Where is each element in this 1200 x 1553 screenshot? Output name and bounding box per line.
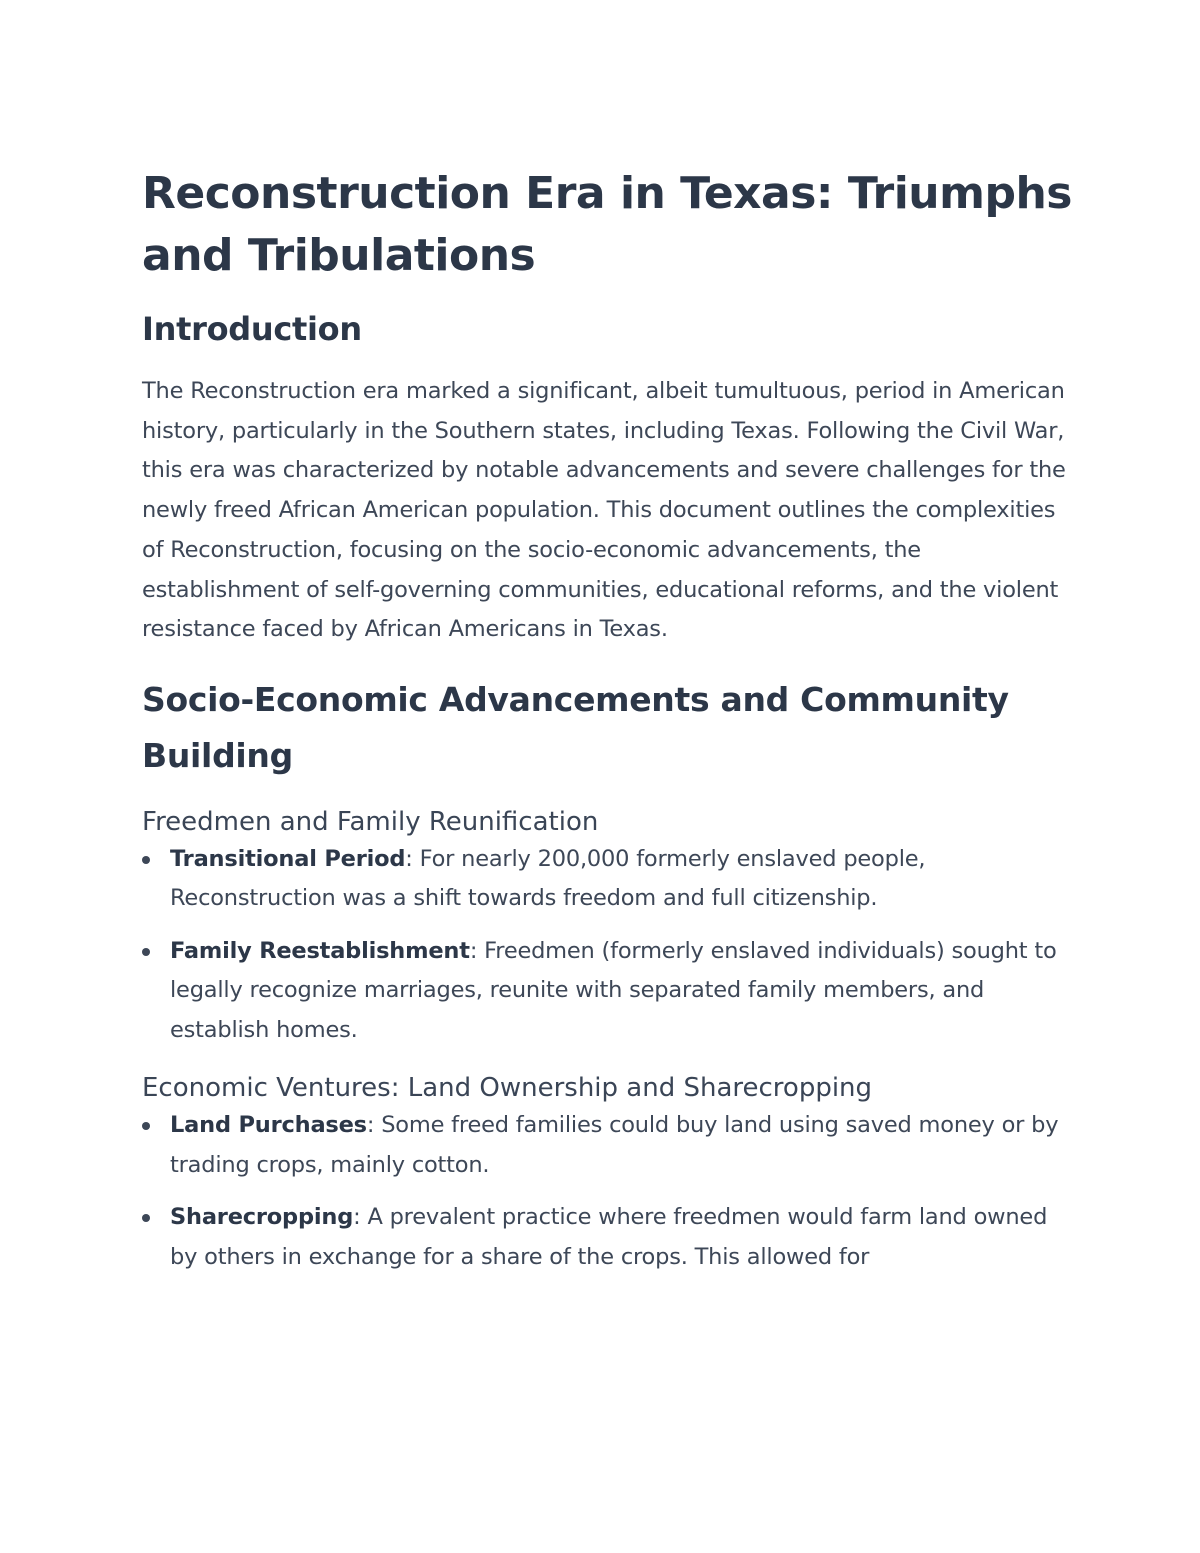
list-item-term: Transitional Period <box>170 845 406 872</box>
bullet-dot-icon <box>142 1122 150 1130</box>
bullet-dot-icon <box>142 1214 150 1222</box>
list-item-text: For nearly 200,000 formerly enslaved people, Reconstruction was a shift towards freedom and full citizenship. <box>170 845 926 912</box>
list-item <box>142 1198 1072 1277</box>
list-item <box>142 932 1072 1051</box>
list-item-term: Land Purchases <box>170 1112 367 1139</box>
document-page <box>142 163 1072 1277</box>
list-item-separator: : <box>469 937 485 964</box>
economic-ventures-list <box>142 1106 1072 1277</box>
list-item-term: Family Reestablishment <box>170 937 470 964</box>
socio-economic-heading: Socio-Economic Advancements and Community Building <box>142 679 1009 775</box>
freedmen-family-heading: Freedmen and Family Reunification <box>142 806 599 837</box>
list-item <box>142 1106 1072 1185</box>
introduction-paragraph: The Reconstruction era marked a significant, albeit tumultuous, period in American history, particularly in the Southern states, including Texas. Following the Civil War, this era was characterized by notable advancements and severe challenges for the newly freed African American population. This document outlines the complexities of Reconstruction, focusing on the socio-economic advancements, the establishment of self-governing communities, educational reforms, and the violent resistance faced by African Americans in Texas. <box>142 378 1066 643</box>
list-item-separator: : <box>353 1204 368 1231</box>
list-item-text: Some freed families could buy land using saved money or by trading crops, mainly cotton. <box>170 1112 1059 1178</box>
introduction-heading: Introduction <box>142 310 362 348</box>
freedmen-family-list <box>142 840 1072 1051</box>
bullet-dot-icon <box>142 856 150 864</box>
list-item-separator: : <box>366 1112 382 1139</box>
list-item-term: Sharecropping <box>170 1204 354 1231</box>
bullet-dot-icon <box>142 948 150 956</box>
list-item-text: A prevalent practice where freedmen would farm land owned by others in exchange for a share of the crops. This allowed for <box>170 1204 1048 1270</box>
list-item <box>142 840 1072 919</box>
document-title: Reconstruction Era in Texas: Triumphs and Tribulations <box>142 168 1072 281</box>
list-item-separator: : <box>405 845 420 872</box>
list-item-text: Freedmen (formerly enslaved individuals) sought to legally recognize marriages, reunite with separated family members, and establish homes. <box>170 937 1057 1043</box>
economic-ventures-heading: Economic Ventures: Land Ownership and Sharecropping <box>142 1073 873 1104</box>
